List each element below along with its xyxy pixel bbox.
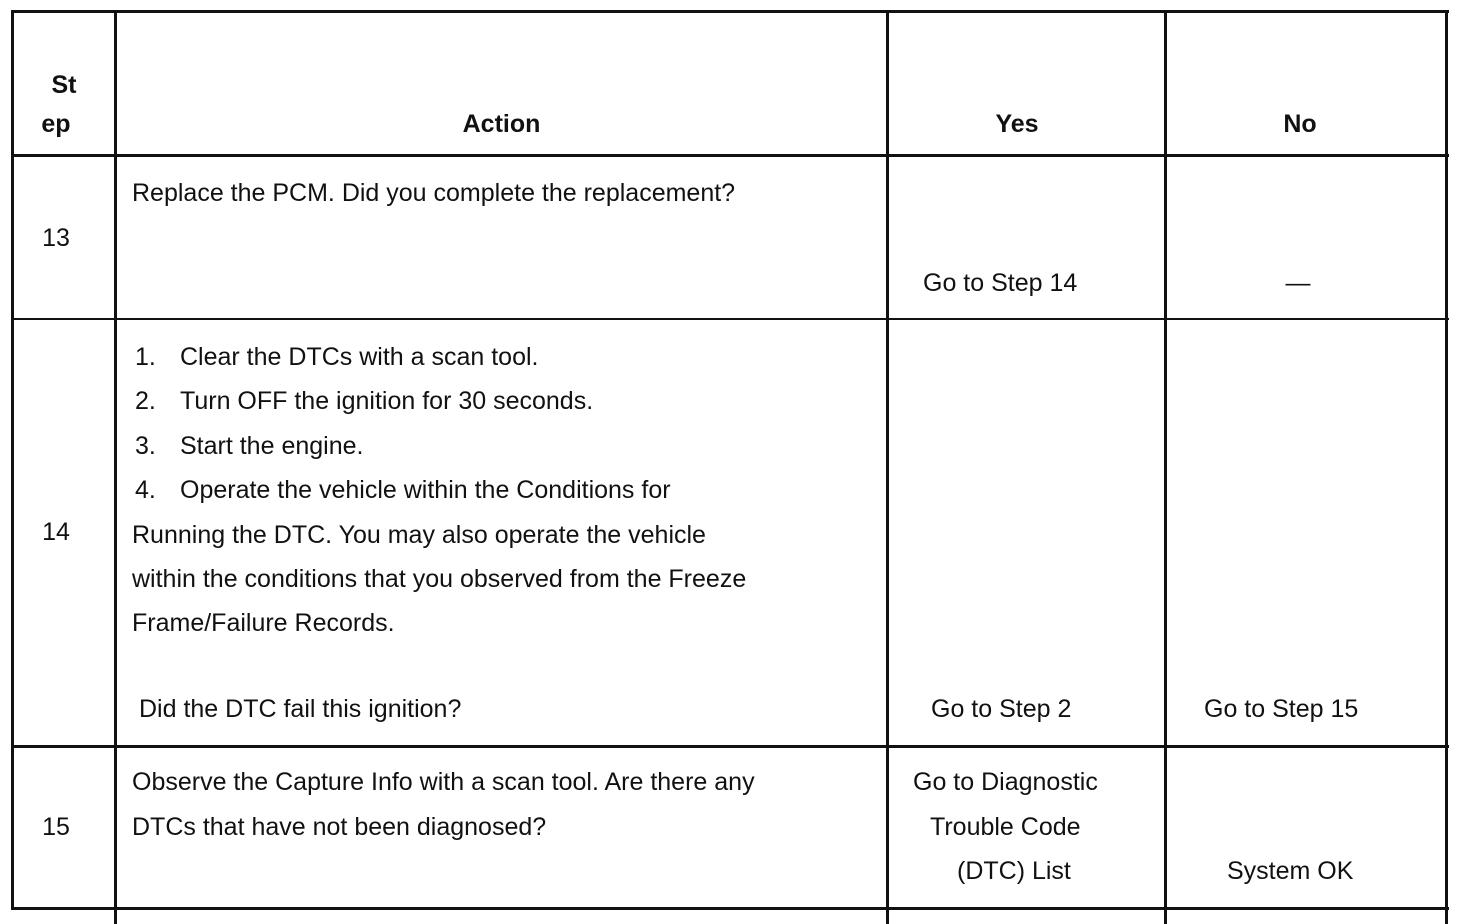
table-border-left [11, 10, 14, 910]
header-divider [11, 154, 1449, 157]
row-divider [11, 745, 1449, 748]
header-step-line1: St [51, 71, 77, 99]
action-item-number: 1. [135, 343, 156, 371]
action-line: DTCs that have not been diagnosed? [132, 813, 547, 841]
no-result: Go to Step 15 [1204, 695, 1359, 723]
table-border-right [1445, 10, 1448, 924]
action-continuation-line: within the conditions that you observed from the Freeze [132, 565, 747, 593]
action-item-number: 3. [135, 432, 156, 460]
yes-result: Go to Step 14 [923, 269, 1078, 297]
table-border-top [11, 10, 1449, 13]
header-step-line2: ep [41, 110, 71, 138]
yes-result-line: Trouble Code [930, 813, 1081, 841]
action-item-text: Turn OFF the ignition for 30 seconds. [180, 387, 594, 415]
action-question: Did the DTC fail this ignition? [139, 695, 462, 723]
yes-result: Go to Step 2 [931, 695, 1072, 723]
column-divider [114, 10, 117, 924]
action-item-number: 4. [135, 476, 156, 504]
step-number: 14 [42, 518, 70, 546]
table-border-bottom [11, 907, 1449, 910]
step-number: 15 [42, 813, 70, 841]
column-divider [1164, 10, 1167, 924]
step-number: 13 [42, 224, 70, 252]
row-divider [11, 318, 1449, 320]
no-result: System OK [1227, 857, 1354, 885]
no-result: — [1285, 269, 1311, 297]
action-text: Replace the PCM. Did you complete the replacement? [132, 179, 736, 207]
action-continuation-line: Frame/Failure Records. [132, 609, 395, 637]
yes-result-line: Go to Diagnostic [913, 768, 1098, 796]
action-item-number: 2. [135, 387, 156, 415]
action-item-text: Clear the DTCs with a scan tool. [180, 343, 539, 371]
action-continuation-line: Running the DTC. You may also operate the vehicle [132, 521, 706, 549]
header-no: No [1283, 110, 1317, 138]
action-item-text: Operate the vehicle within the Conditions for [180, 476, 671, 504]
action-line: Observe the Capture Info with a scan tool. Are there any [132, 768, 755, 796]
header-action: Action [462, 110, 541, 138]
header-yes: Yes [995, 110, 1039, 138]
column-divider [886, 10, 889, 924]
action-item-text: Start the engine. [180, 432, 364, 460]
yes-result-line: (DTC) List [957, 857, 1071, 885]
